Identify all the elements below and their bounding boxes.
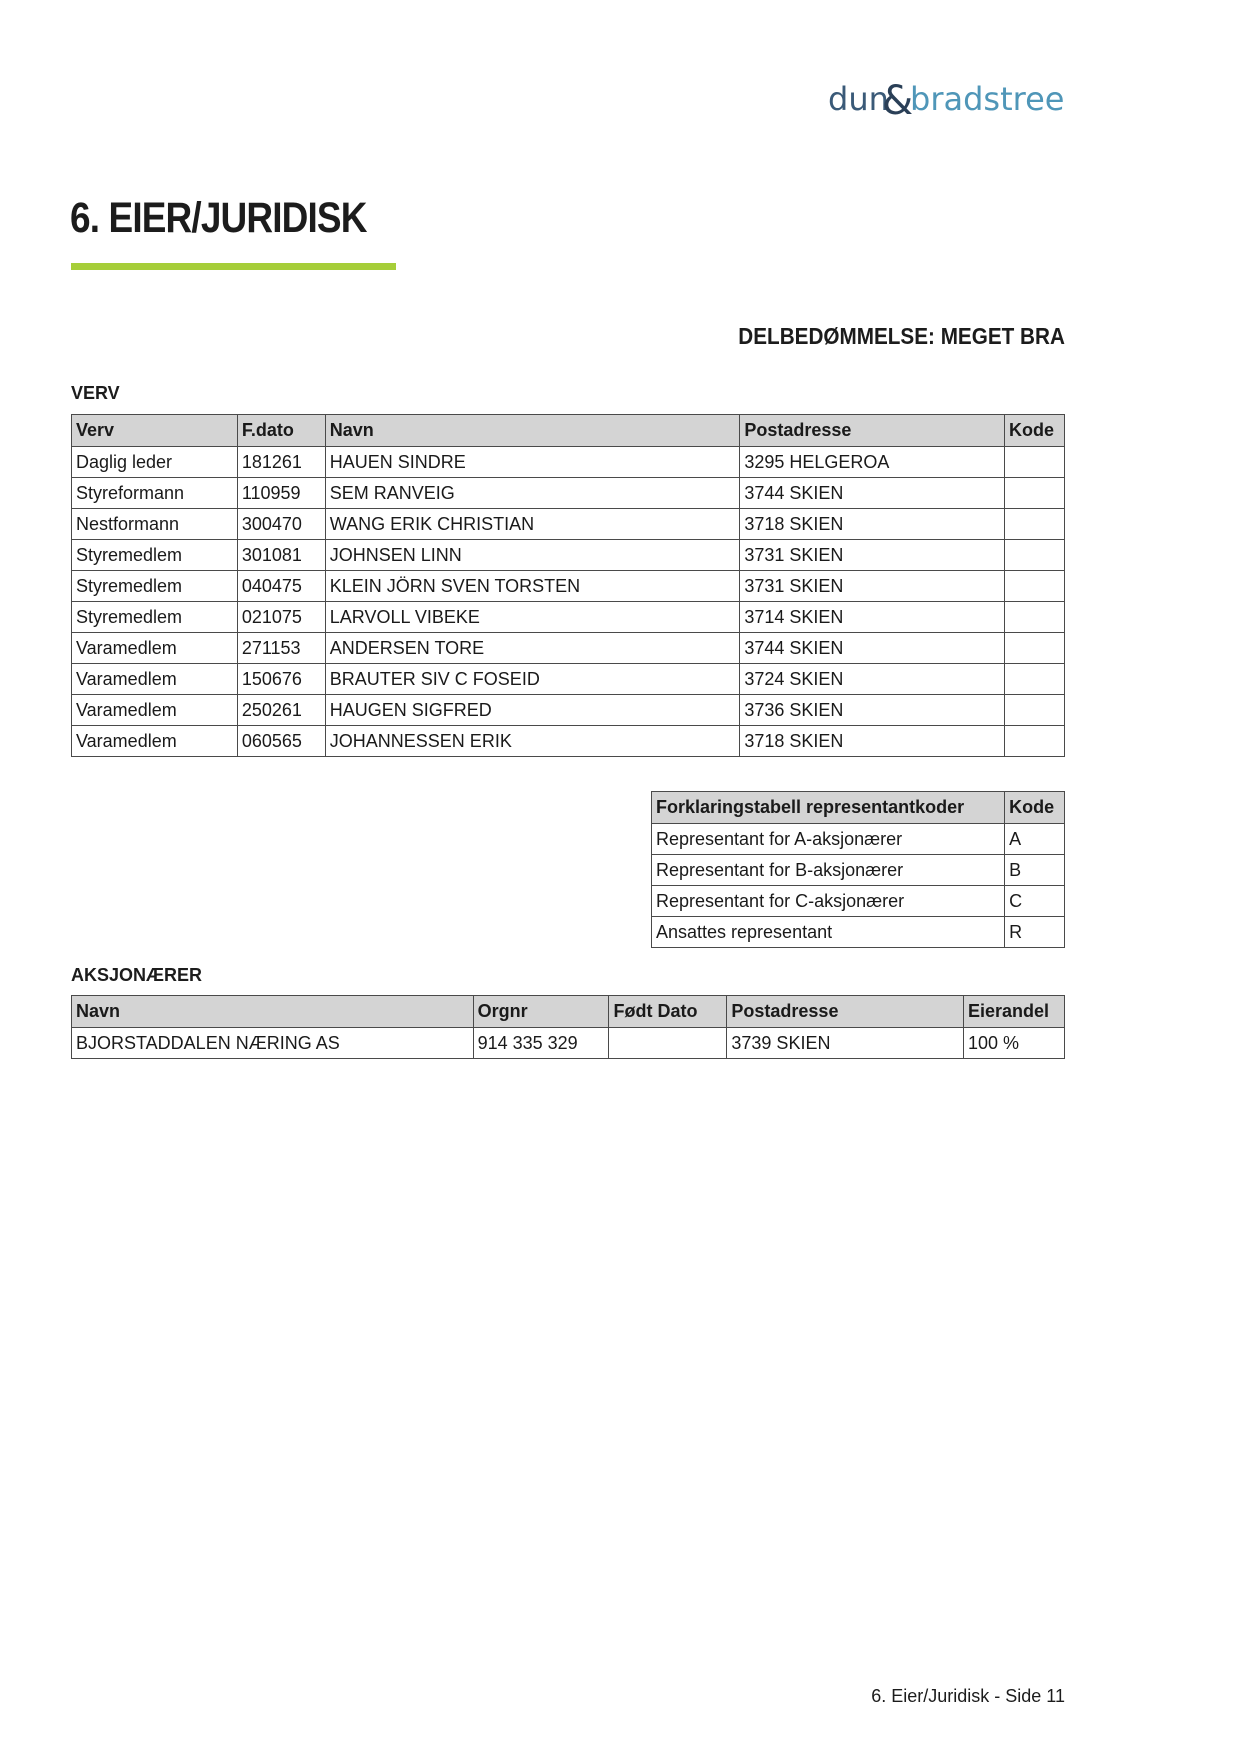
column-header: Navn [325,415,740,447]
table-row [652,917,1065,948]
column-header: Eierandel [964,996,1065,1028]
table-cell: Ansattes representant [652,917,1005,948]
verv-heading: VERV [71,383,120,403]
table-cell [1004,509,1064,540]
table-cell [1004,664,1064,695]
table-cell: ANDERSEN TORE [325,633,740,664]
table-cell: C [1005,886,1065,917]
table-cell: WANG ERIK CHRISTIAN [325,509,740,540]
table-cell: 3714 SKIEN [740,602,1005,633]
table-row [652,886,1065,917]
table-cell: KLEIN JÖRN SVEN TORSTEN [325,571,740,602]
rating-label: DELBEDØMMELSE: MEGET BRA [738,323,1065,349]
shareholders-table [71,995,1065,1059]
table-header-row [72,415,1065,447]
table-cell [1004,633,1064,664]
table-cell: BRAUTER SIV C FOSEID [325,664,740,695]
representative-codes-table [651,791,1065,948]
table-cell: JOHNSEN LINN [325,540,740,571]
table-row [72,509,1065,540]
table-cell: 250261 [237,695,325,726]
table-cell: HAUGEN SIGFRED [325,695,740,726]
table-cell: Representant for A-aksjonærer [652,824,1005,855]
column-header: Født Dato [609,996,727,1028]
logo-text-bradstreet: bradstreet [910,80,1064,118]
table-cell: 3731 SKIEN [740,571,1005,602]
table-row [72,726,1065,757]
table-cell: Styremedlem [72,571,238,602]
table-row [652,824,1065,855]
column-header: Postadresse [740,415,1005,447]
table-cell: 914 335 329 [473,1028,609,1059]
table-cell: 040475 [237,571,325,602]
table-row [72,602,1065,633]
table-cell: 110959 [237,478,325,509]
table-cell: Varamedlem [72,726,238,757]
table-row [72,447,1065,478]
shareholders-heading: AKSJONÆRER [71,965,203,985]
table-cell: Nestformann [72,509,238,540]
table-cell: Daglig leder [72,447,238,478]
table-cell: HAUEN SINDRE [325,447,740,478]
table-cell: 181261 [237,447,325,478]
column-header: F.dato [237,415,325,447]
table-cell: 150676 [237,664,325,695]
table-cell: 3744 SKIEN [740,633,1005,664]
table-row [652,855,1065,886]
page-footer: 6. Eier/Juridisk - Side 11 [871,1686,1065,1706]
table-cell: Styremedlem [72,540,238,571]
table-cell: 301081 [237,540,325,571]
table-cell: Varamedlem [72,695,238,726]
table-cell: LARVOLL VIBEKE [325,602,740,633]
table-cell: Representant for C-aksjonærer [652,886,1005,917]
table-cell: 3718 SKIEN [740,726,1005,757]
table-cell: 271153 [237,633,325,664]
table-row [72,633,1065,664]
title-accent-bar [71,263,396,270]
logo-ampersand: & [882,78,914,124]
table-row [72,664,1065,695]
table-cell: 3724 SKIEN [740,664,1005,695]
table-cell [1004,447,1064,478]
table-cell: R [1005,917,1065,948]
section-title: 6. EIER/JURIDISK [70,194,367,242]
table-cell: 3739 SKIEN [727,1028,964,1059]
column-header: Forklaringstabell representantkoder [652,792,1005,824]
table-cell [1004,726,1064,757]
table-cell: Varamedlem [72,664,238,695]
table-cell: A [1005,824,1065,855]
column-header: Postadresse [727,996,964,1028]
table-cell: Representant for B-aksjonærer [652,855,1005,886]
table-cell [1004,540,1064,571]
table-cell: 3718 SKIEN [740,509,1005,540]
table-row [72,1028,1065,1059]
table-cell [1004,695,1064,726]
table-cell [1004,602,1064,633]
table-cell: SEM RANVEIG [325,478,740,509]
table-cell: Styreformann [72,478,238,509]
table-cell: JOHANNESSEN ERIK [325,726,740,757]
column-header: Orgnr [473,996,609,1028]
table-cell: B [1005,855,1065,886]
table-cell: Styremedlem [72,602,238,633]
dun-bradstreet-logo [828,76,1064,124]
table-cell: 060565 [237,726,325,757]
table-cell: Varamedlem [72,633,238,664]
column-header: Kode [1005,792,1065,824]
table-row [72,540,1065,571]
table-cell: 3731 SKIEN [740,540,1005,571]
table-cell: 300470 [237,509,325,540]
table-cell: 021075 [237,602,325,633]
column-header: Kode [1004,415,1064,447]
table-cell [1004,571,1064,602]
column-header: Navn [72,996,474,1028]
table-cell [1004,478,1064,509]
table-cell: BJORSTADDALEN NÆRING AS [72,1028,474,1059]
table-row [72,695,1065,726]
table-cell: 100 % [964,1028,1065,1059]
logo-text-dun: dun [828,80,889,118]
table-header-row [72,996,1065,1028]
table-header-row [652,792,1065,824]
table-row [72,571,1065,602]
table-cell: 3744 SKIEN [740,478,1005,509]
table-row [72,478,1065,509]
verv-table [71,414,1065,757]
column-header: Verv [72,415,238,447]
table-cell [609,1028,727,1059]
table-cell: 3295 HELGEROA [740,447,1005,478]
table-cell: 3736 SKIEN [740,695,1005,726]
